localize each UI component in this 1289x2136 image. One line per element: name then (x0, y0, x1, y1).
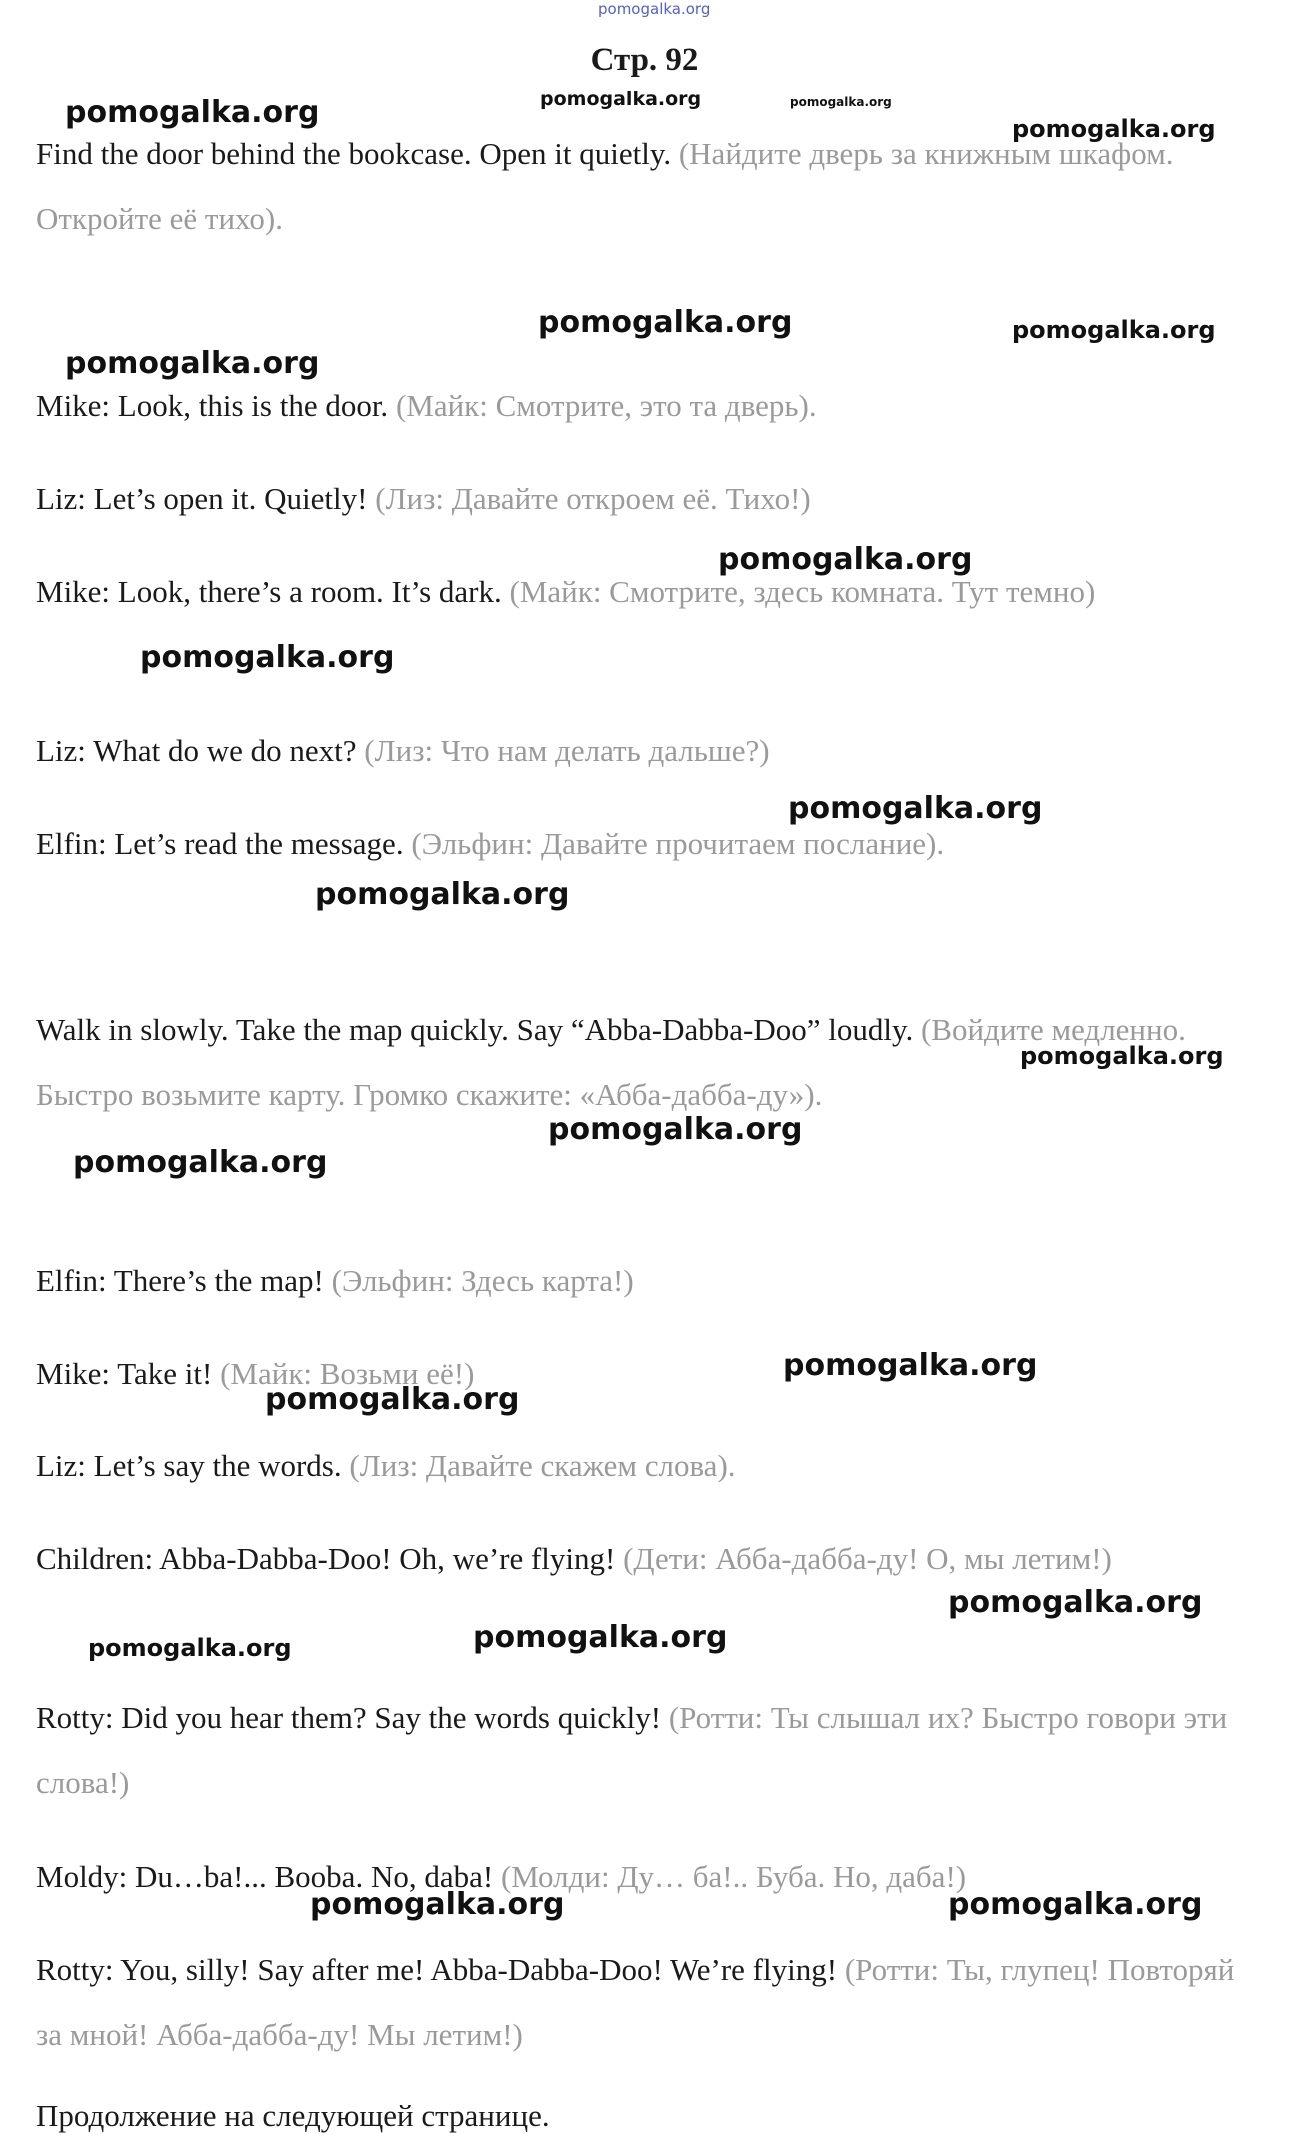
english-text: Rotty: You, silly! Say after me! Abba-Dabba-Doo! We’re flying! (36, 1952, 838, 1987)
russian-translation: (Войдите медленно. Быстро возьмите карту. Громко скажите: «Абба-дабба-ду»). (36, 1012, 1186, 1112)
watermark: pomogalka.org (1020, 1042, 1224, 1070)
english-text: Walk in slowly. Take the map quickly. Say “Abba-Dabba-Doo” loudly. (36, 1012, 914, 1047)
paragraph-liz-words (36, 1433, 1251, 1498)
paragraph-mike-room (36, 559, 1251, 624)
english-text: Moldy: Du…ba!... Booba. No, daba! (36, 1859, 494, 1894)
paragraph-mike-door (36, 373, 1251, 438)
paragraph-rotty-silly (36, 1937, 1251, 2067)
russian-translation: (Найдите дверь за книжным шкафом. Откройте её тихо). (36, 136, 1174, 236)
paragraph-rotty-hear (36, 1685, 1251, 1815)
watermark: pomogalka.org (540, 88, 702, 110)
russian-translation: (Эльфин: Давайте прочитаем послание). (411, 826, 945, 861)
watermark: pomogalka.org (948, 1585, 1203, 1620)
watermark: pomogalka.org (73, 1145, 328, 1180)
watermark: pomogalka.org (788, 791, 1043, 826)
russian-translation: (Майк: Возьми её!) (220, 1356, 475, 1391)
english-text: Elfin: There’s the map! (36, 1263, 324, 1298)
watermark: pomogalka.org (140, 640, 395, 675)
english-text: Rotty: Did you hear them? Say the words quickly! (36, 1700, 662, 1735)
watermark: pomogalka.org (310, 1887, 565, 1922)
watermark: pomogalka.org (88, 1634, 292, 1662)
watermark: pomogalka.org (790, 95, 892, 109)
paragraph-liz-open (36, 466, 1251, 531)
english-text: Liz: What do we do next? (36, 733, 357, 768)
english-text: Liz: Let’s open it. Quietly! (36, 481, 368, 516)
english-text: Elfin: Let’s read the message. (36, 826, 404, 861)
paragraph-elfin-message (36, 811, 1251, 876)
russian-translation: (Ротти: Ты, глупец! Повторяй за мной! Абба-дабба-ду! Мы летим!) (36, 1952, 1235, 2052)
page-title: Стр. 92 (590, 42, 699, 78)
english-text: Liz: Let’s say the words. (36, 1448, 342, 1483)
paragraph-liz-next (36, 718, 1251, 783)
watermark: pomogalka.org (538, 305, 793, 340)
english-text: Mike: Look, this is the door. (36, 388, 389, 423)
watermark: pomogalka.org (1012, 316, 1216, 344)
watermark: pomogalka.org (1012, 115, 1216, 143)
paragraph-mike-take (36, 1341, 1251, 1406)
watermark: pomogalka.org (65, 95, 320, 130)
watermark: pomogalka.org (315, 877, 570, 912)
russian-translation: (Майк: Смотрите, это та дверь). (395, 388, 817, 423)
watermark: pomogalka.org (548, 1112, 803, 1147)
watermark: pomogalka.org (718, 542, 973, 577)
paragraph-elfin-map (36, 1248, 1251, 1313)
russian-translation: (Лиз: Что нам делать дальше?) (364, 733, 770, 768)
english-text: Find the door behind the bookcase. Open it quietly. (36, 136, 672, 171)
russian-translation: (Лиз: Давайте скажем слова). (349, 1448, 736, 1483)
watermark: pomogalka.org (265, 1382, 520, 1417)
paragraph-children-flying (36, 1526, 1251, 1591)
watermark: pomogalka.org (783, 1348, 1038, 1383)
watermark: pomogalka.org (598, 0, 711, 18)
russian-translation: (Ротти: Ты слышал их? Быстро говори эти слова!) (36, 1700, 1228, 1800)
watermark: pomogalka.org (65, 346, 320, 381)
english-text: Children: Abba-Dabba-Doo! Oh, we’re flying! (36, 1541, 616, 1576)
continued-note: Продолжение на следующей странице. (36, 2098, 550, 2133)
watermark: pomogalka.org (473, 1620, 728, 1655)
watermark: pomogalka.org (948, 1887, 1203, 1922)
russian-translation: (Лиз: Давайте откроем её. Тихо!) (375, 481, 811, 516)
russian-translation: (Эльфин: Здесь карта!) (331, 1263, 634, 1298)
russian-translation: (Майк: Смотрите, здесь комната. Тут темно) (509, 574, 1096, 609)
russian-translation: (Молди: Ду… ба!.. Буба. Но, даба!) (500, 1859, 967, 1894)
english-text: Mike: Take it! (36, 1356, 213, 1391)
russian-translation: (Дети: Абба-дабба-ду! О, мы летим!) (623, 1541, 1112, 1576)
english-text: Mike: Look, there’s a room. It’s dark. (36, 574, 502, 609)
